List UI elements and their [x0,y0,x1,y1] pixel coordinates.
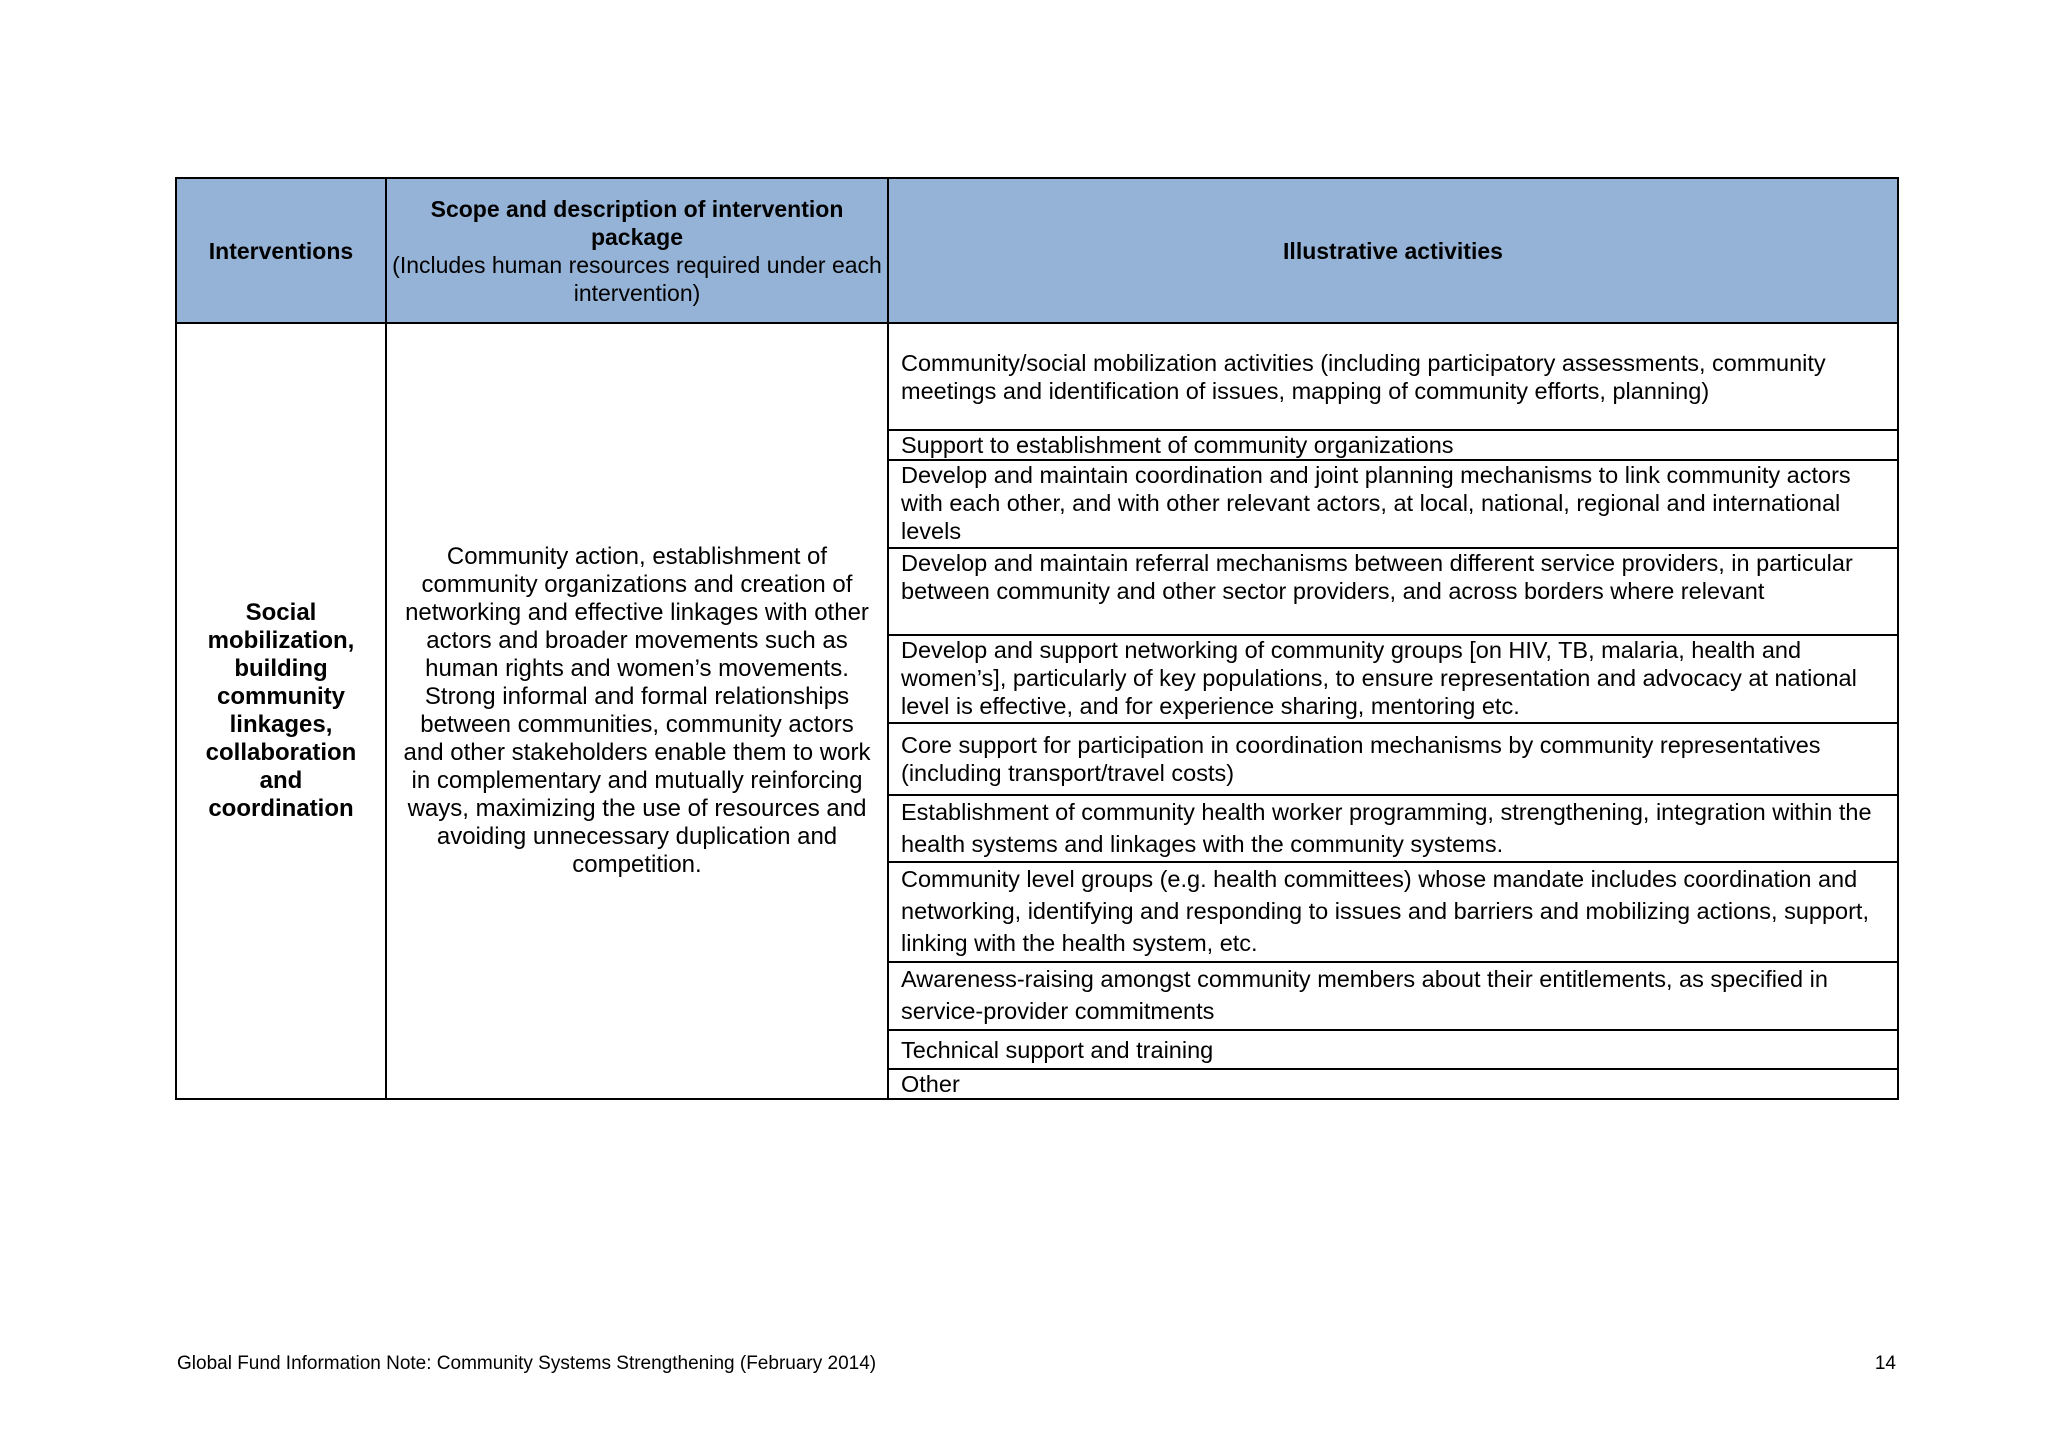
header-interventions: Interventions [176,178,386,323]
activity-text: Develop and maintain coordination and joint planning mechanisms to link community actors with each other, and with other relevant actors, at local, national, regional and international levels [901,462,1851,544]
activity-item [889,963,1897,1031]
activity-text: Awareness-raising amongst community members about their entitlements, as specified in service-provider commitments [901,966,1828,1024]
activity-text: Develop and support networking of community groups [on HIV, TB, malaria, health and women’s], particularly of key populations, to ensure representation and advocacy at national level is effective, and for experience sharing, mentoring etc. [901,637,1857,719]
table-header-row [176,178,1898,323]
header-activities: Illustrative activities [888,178,1898,323]
activity-text: Establishment of community health worker programming, strengthening, integration within the health systems and linkages with the community systems. [901,799,1872,857]
page-number: 14 [1874,1353,1896,1374]
activity-item [889,431,1897,461]
activity-item [889,461,1897,549]
activity-item [889,549,1897,636]
activity-text: Core support for participation in coordination mechanisms by community representatives (including transport/travel costs) [901,732,1821,786]
activity-item [889,724,1897,796]
activity-text: Community level groups (e.g. health committees) whose mandate includes coordination and networking, identifying and responding to issues and barriers and mobilizing actions, support, linking with the health system, etc. [901,866,1869,956]
activity-text: Support to establishment of community organizations [901,432,1454,458]
activities-cell [888,323,1898,1099]
activity-text: Other [901,1071,960,1097]
scope-cell: Community action, establishment of community organizations and creation of networking and effective linkages with other actors and broader movements such as human rights and women’s movements. Strong informal and formal relationships between communities, community actors and other stakeholders enable them to work in complementary and mutually reinforcing ways, maximizing the use of resources and avoiding unnecessary duplication and competition. [386,323,888,1099]
footer-note: Global Fund Information Note: Community Systems Strengthening (February 2014) [177,1353,877,1374]
activity-item [889,636,1897,724]
header-scope-subtitle: (Includes human resources required under each intervention) [392,251,882,306]
header-scope-title: Scope and description of intervention package [430,195,844,250]
interventions-table [175,177,1899,1100]
intervention-cell: Social mobilization, building community linkages, collaboration and coordination [176,323,386,1099]
activity-item [889,1031,1897,1070]
activity-item [889,324,1897,431]
activity-item [889,1070,1897,1098]
activity-text: Technical support and training [901,1036,1214,1063]
activity-text: Develop and maintain referral mechanisms between different service providers, in particular between community and other sector providers, and across borders where relevant [901,550,1853,604]
table-row [176,323,1898,1099]
activity-text: Community/social mobilization activities (including participatory assessments, community meetings and identification of issues, mapping of community efforts, planning) [901,349,1826,404]
activities-list [889,324,1897,1098]
header-scope [386,178,888,323]
activity-item [889,796,1897,863]
activity-item [889,863,1897,963]
